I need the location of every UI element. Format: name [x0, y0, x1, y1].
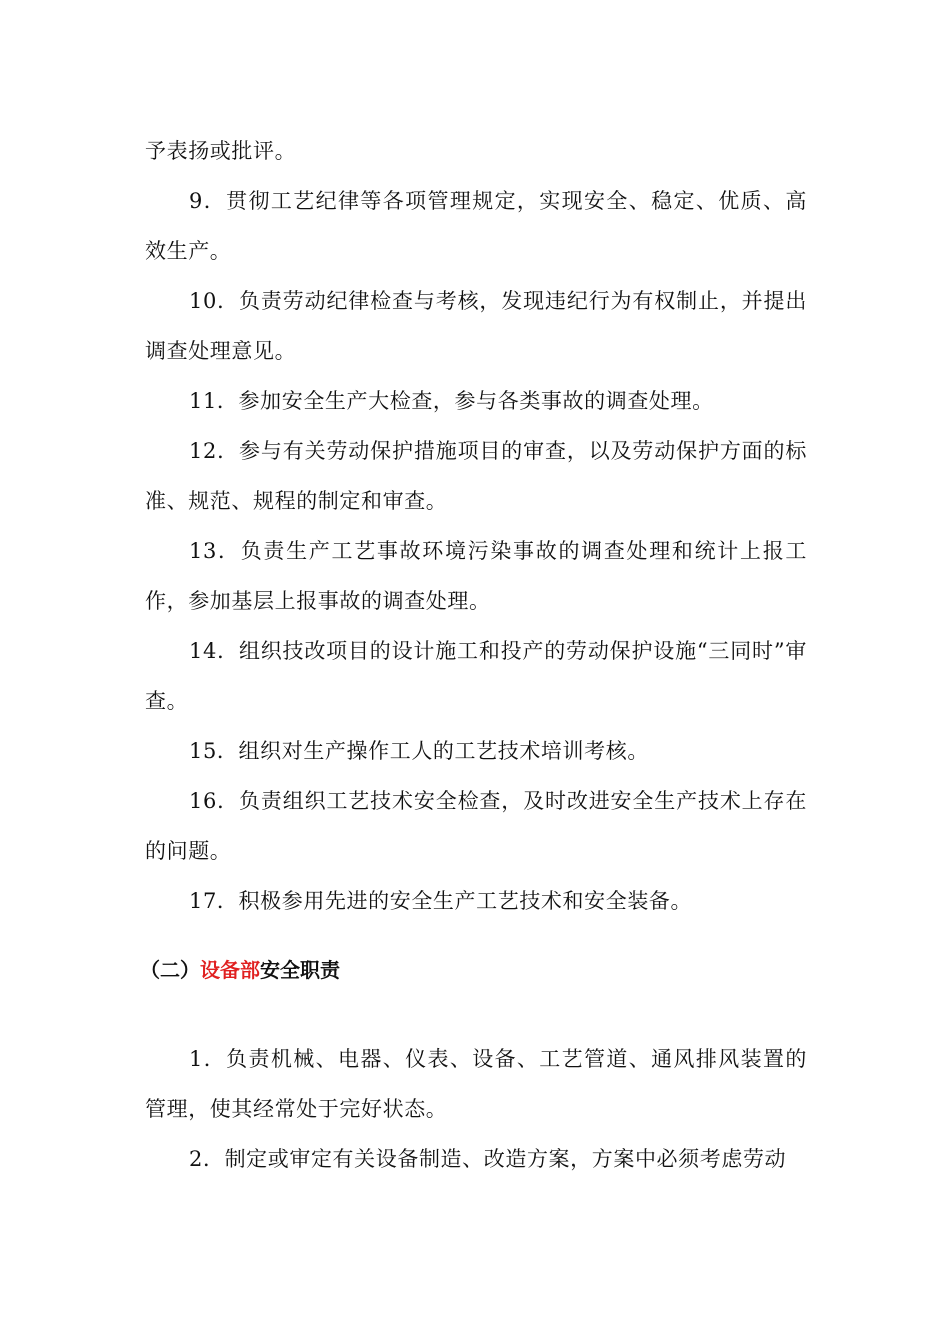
item-number: 17．: [189, 889, 239, 913]
item-text: 组织对生产操作工人的工艺技术培训考核。: [238, 739, 649, 763]
item-text: 参加安全生产大检查，参与各类事故的调查处理。: [238, 389, 714, 413]
duties-list-part2: [145, 1034, 807, 1184]
list-item: [145, 626, 807, 726]
section-heading-suffix: 安全职责: [260, 958, 340, 982]
list-item: [145, 1134, 807, 1184]
list-item: [145, 276, 807, 376]
item-number: 1．: [189, 1047, 227, 1071]
list-item: [145, 1034, 807, 1134]
item-text: 负责生产工艺事故环境污染事故的调查处理和统计上报工作，参加基层上报事故的调查处理。: [145, 539, 807, 613]
continuation-line: 予表扬或批评。: [145, 139, 297, 163]
list-item: [145, 426, 807, 526]
item-number: 11．: [189, 389, 239, 413]
list-item: [145, 876, 807, 926]
list-item: [145, 526, 807, 626]
item-number: 16．: [189, 789, 240, 813]
list-item: [145, 776, 807, 876]
item-text: 负责组织工艺技术安全检查，及时改进安全生产技术上存在的问题。: [145, 789, 807, 863]
item-number: 13．: [189, 539, 241, 563]
list-item: [145, 176, 807, 276]
item-text: 负责机械、电器、仪表、设备、工艺管道、通风排风装置的管理，使其经常处于完好状态。: [145, 1047, 807, 1121]
section-heading-department: 设备部: [200, 958, 260, 982]
item-number: 10．: [189, 289, 240, 313]
section-heading-prefix: （二）: [140, 958, 200, 982]
item-number: 2．: [189, 1147, 225, 1171]
item-text: 制定或审定有关设备制造、改造方案，方案中必须考虑劳动: [224, 1147, 787, 1171]
item-number: 14．: [189, 639, 239, 663]
duties-list-part1: [145, 126, 807, 926]
item-text: 组织技改项目的设计施工和投产的劳动保护设施“三同时”审查。: [145, 639, 807, 713]
item-number: 9．: [189, 189, 227, 213]
section-heading: [140, 950, 340, 990]
item-number: 12．: [189, 439, 240, 463]
item-text: 负责劳动纪律检查与考核，发现违纪行为有权制止，并提出调查处理意见。: [145, 289, 807, 363]
list-item: [145, 376, 807, 426]
item-text: 贯彻工艺纪律等各项管理规定，实现安全、稳定、优质、高效生产。: [145, 189, 807, 263]
item-number: 15．: [189, 739, 239, 763]
list-item: [145, 726, 807, 776]
item-text: 积极参用先进的安全生产工艺技术和安全装备。: [238, 889, 693, 913]
item-text: 参与有关劳动保护措施项目的审查，以及劳动保护方面的标准、规范、规程的制定和审查。: [145, 439, 807, 513]
